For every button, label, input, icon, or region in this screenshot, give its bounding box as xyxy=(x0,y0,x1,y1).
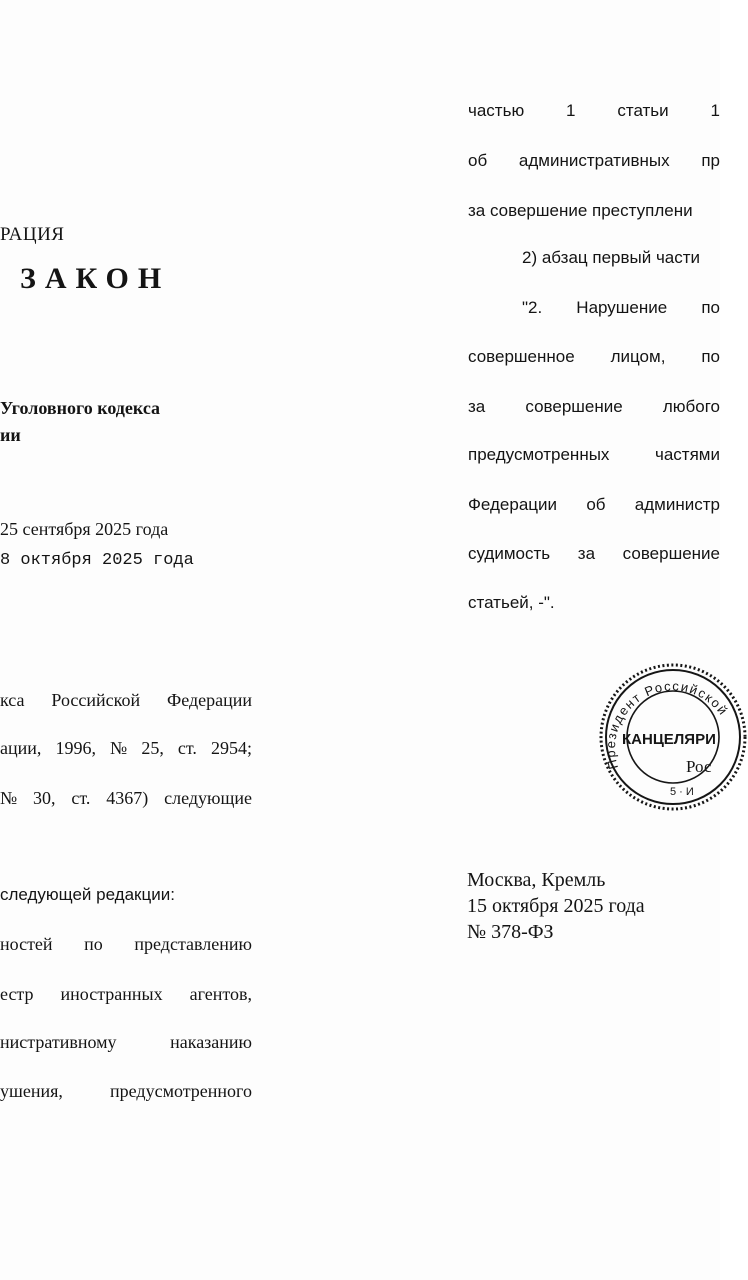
word: административных xyxy=(518,151,670,170)
word: совершенное xyxy=(468,347,575,366)
word: за xyxy=(577,544,596,563)
word: ст. xyxy=(71,788,91,808)
word: по xyxy=(701,298,720,317)
body-line-5 xyxy=(0,983,252,1005)
official-stamp xyxy=(598,662,748,812)
word: лицом, xyxy=(610,347,666,366)
word: ации, xyxy=(0,738,42,758)
word: 30, xyxy=(33,788,56,808)
stamp-bottom-text: 5 · И xyxy=(670,786,694,798)
word: Федерации xyxy=(468,495,558,514)
law-subject-line2: ии xyxy=(0,425,21,445)
word: судимость xyxy=(468,544,551,563)
right-line-2 xyxy=(468,150,720,172)
word: № xyxy=(0,788,18,808)
word: пр xyxy=(701,151,720,170)
right-line-6 xyxy=(468,396,720,418)
word: Федерации xyxy=(166,690,252,710)
stamp-center-text: КАНЦЕЛЯРИ xyxy=(622,731,716,748)
word: следующие xyxy=(164,788,252,808)
word: наказанию xyxy=(170,1032,252,1052)
body-line-7 xyxy=(0,1080,252,1102)
word: 25, xyxy=(141,738,164,758)
law-title: ЗАКОН xyxy=(20,262,171,295)
word: 4367) xyxy=(106,788,149,808)
word: по xyxy=(701,347,720,366)
word: Нарушение xyxy=(576,298,668,317)
word: любого xyxy=(662,397,720,416)
amendment-item-2: 2) абзац первый части xyxy=(522,248,701,267)
body-line-4 xyxy=(0,933,252,955)
law-subject-line1: Уголовного кодекса xyxy=(0,398,161,418)
word: ушения, xyxy=(0,1081,63,1101)
body-line-3 xyxy=(0,787,252,809)
law-number: № 378-ФЗ xyxy=(467,921,554,943)
word: по xyxy=(84,934,103,954)
word: совершение xyxy=(622,544,720,563)
word: кса xyxy=(0,690,25,710)
word: 2954; xyxy=(210,738,252,758)
stamp-ring-text: Президент Российской xyxy=(602,678,732,771)
adopted-date: 25 сентября 2025 года xyxy=(0,519,169,539)
right-line-3: за совершение преступлени xyxy=(468,201,693,220)
word: статьи xyxy=(617,101,669,120)
body-line-2 xyxy=(0,737,252,759)
signing-place: Москва, Кремль xyxy=(467,869,606,891)
right-line-9 xyxy=(468,543,720,565)
stamp-lower-text: Рос xyxy=(686,757,712,776)
word: представлению xyxy=(134,934,252,954)
right-line-4 xyxy=(522,297,720,319)
word: об xyxy=(468,151,488,170)
word: № xyxy=(110,738,128,758)
word: естр xyxy=(0,984,34,1004)
right-line-10: статьей, -". xyxy=(468,593,555,612)
word: частью xyxy=(468,101,525,120)
word: агентов, xyxy=(189,984,252,1004)
word: 1 xyxy=(710,101,720,120)
section-intro: следующей редакции: xyxy=(0,885,175,904)
word: совершение xyxy=(525,397,623,416)
right-line-7 xyxy=(468,444,720,466)
word: ностей xyxy=(0,934,53,954)
word: иностранных xyxy=(60,984,163,1004)
word: за xyxy=(468,397,486,416)
word: 1996, xyxy=(55,738,96,758)
signing-date: 15 октября 2025 года xyxy=(467,895,645,917)
word: ст. xyxy=(177,738,197,758)
country-header: РАЦИЯ xyxy=(0,224,65,245)
word: предусмотренного xyxy=(110,1081,252,1101)
right-line-5 xyxy=(468,346,720,368)
word: предусмотренных xyxy=(468,445,610,464)
right-line-1 xyxy=(468,100,720,122)
word: "2. xyxy=(522,298,543,317)
approved-date: 8 октября 2025 года xyxy=(0,551,194,570)
word: об xyxy=(586,495,606,514)
word: 1 xyxy=(566,101,576,120)
body-line-1 xyxy=(0,689,252,711)
word: частями xyxy=(655,445,720,464)
word: администр xyxy=(634,495,720,514)
body-line-6 xyxy=(0,1031,252,1053)
word: Российской xyxy=(51,690,141,710)
right-line-8 xyxy=(468,494,720,516)
word: нистративному xyxy=(0,1032,117,1052)
